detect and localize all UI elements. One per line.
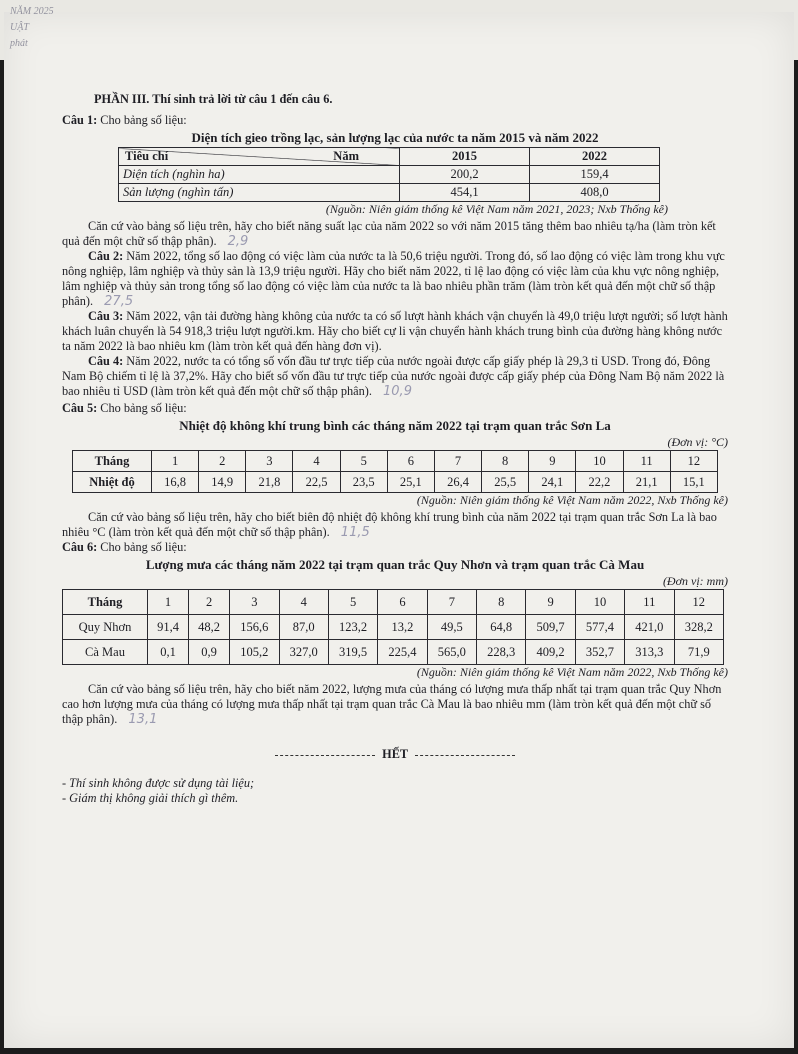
question-6-intro <box>62 540 728 555</box>
table-6-source: (Nguồn: Niên giám thống kê Việt Nam năm 2022, Nxb Thống kê) <box>416 665 728 679</box>
table-cell: 123,2 <box>328 615 377 640</box>
exam-content <box>62 92 728 806</box>
question-1-body: Căn cứ vào bảng số liệu trên, hãy cho biết năng suất lạc của năm 2022 so với năm 2015 tăng thêm bao nhiêu tạ/ha (làm tròn kết quả đến một chữ số thập phân). <box>62 219 716 248</box>
table-6-month-header: 10 <box>575 590 624 615</box>
question-6-text <box>62 682 728 727</box>
table-6-month-header: 9 <box>526 590 575 615</box>
table-cell: 14,9 <box>199 472 246 493</box>
table-cell: 49,5 <box>427 615 476 640</box>
question-5-intro <box>62 401 728 416</box>
table-cell: 0,1 <box>148 640 189 665</box>
table-cell: 24,1 <box>529 472 576 493</box>
end-label: HẾT <box>382 747 408 761</box>
question-5-text <box>62 510 728 540</box>
table-cell: 64,8 <box>477 615 526 640</box>
table-5-header-label: Tháng <box>73 451 152 472</box>
table-6-header-label: Tháng <box>63 590 148 615</box>
question-1-intro-text: Cho bảng số liệu: <box>100 113 187 127</box>
footer-notes <box>62 776 728 806</box>
table-6-month-header: 3 <box>230 590 279 615</box>
table-6-month-header: 7 <box>427 590 476 615</box>
table-cell: 26,4 <box>434 472 481 493</box>
question-5-intro-text: Cho bảng số liệu: <box>100 401 187 415</box>
question-4 <box>62 354 728 399</box>
table-cell: 0,9 <box>189 640 230 665</box>
table-cell: 91,4 <box>148 615 189 640</box>
margin-scrap-text: UẬT <box>10 22 29 33</box>
table-6 <box>62 589 724 665</box>
table-6-row-label: Quy Nhơn <box>63 615 148 640</box>
table-row <box>63 590 724 615</box>
table-cell: 200,2 <box>400 166 530 184</box>
table-6-month-header: 4 <box>279 590 328 615</box>
table-5-month-header: 7 <box>434 451 481 472</box>
footer-note-1: - Thí sinh không được sử dụng tài liệu; <box>62 776 255 790</box>
table-6-month-header: 6 <box>378 590 427 615</box>
table-cell: 13,2 <box>378 615 427 640</box>
table-cell: 225,4 <box>378 640 427 665</box>
part-title: PHẦN III. Thí sinh trả lời từ câu 1 đến câu 6. <box>94 92 333 106</box>
question-1-text <box>62 219 728 249</box>
handwritten-answer-5: 11,5 <box>340 525 370 540</box>
table-cell: 23,5 <box>340 472 387 493</box>
table-5-month-header: 5 <box>340 451 387 472</box>
table-6-title: Lượng mưa các tháng năm 2022 tại trạm quan trắc Quy Nhơn và trạm quan trắc Cà Mau <box>145 557 645 572</box>
question-5-body: Căn cứ vào bảng số liệu trên, hãy cho biết biên độ nhiệt độ không khí trung bình của năm 2022 tại trạm quan trắc Sơn La là bao nhiêu °C (làm tròn kết quả đến một chữ số thập phân). <box>62 510 717 539</box>
table-cell: 22,2 <box>576 472 623 493</box>
end-divider-left <box>275 755 375 756</box>
table-cell: 71,9 <box>674 640 724 665</box>
table-cell: 454,1 <box>400 184 530 202</box>
table-cell: 159,4 <box>530 166 660 184</box>
table-cell: 352,7 <box>575 640 624 665</box>
table-6-month-header: 11 <box>625 590 674 615</box>
question-6-intro-text: Cho bảng số liệu: <box>100 540 187 554</box>
table-6-month-header: 2 <box>189 590 230 615</box>
question-5-label: Câu 5: <box>62 401 98 415</box>
table-cell: 16,8 <box>152 472 199 493</box>
table-6-month-header: 12 <box>674 590 724 615</box>
handwritten-answer-2: 27,5 <box>104 294 134 309</box>
question-3-body: Năm 2022, vận tải đường hàng không của nước ta có số lượt hành khách vận chuyển là 49,0 triệu lượt người; số lượt hành khách luân chuyển là 54 918,3 triệu lượt người.km. Hãy cho biết cự li vận chuyển hành khách trung bình của đường hàng không nước ta năm 2022 là bao nhiêu km (làm tròn kết quả đến hàng đơn vị). <box>62 309 728 353</box>
table-5-row-label: Nhiệt độ <box>73 472 152 493</box>
table-5-month-header: 3 <box>246 451 293 472</box>
margin-scrap-year: NĂM 2025 <box>10 6 54 17</box>
table-cell: 25,1 <box>387 472 434 493</box>
table-5-month-header: 6 <box>387 451 434 472</box>
table-cell: 327,0 <box>279 640 328 665</box>
table-cell: 21,1 <box>623 472 670 493</box>
table-cell: 105,2 <box>230 640 279 665</box>
table-cell: 25,5 <box>482 472 529 493</box>
question-1-label: Câu 1: <box>62 113 98 127</box>
table-5-month-header: 9 <box>529 451 576 472</box>
end-divider-right <box>415 755 515 756</box>
table-1-corner-header <box>119 148 400 166</box>
table-1-year-1: 2015 <box>400 148 530 166</box>
table-1-header-year: Năm <box>333 149 359 163</box>
table-cell: 22,5 <box>293 472 340 493</box>
table-6-month-header: 1 <box>148 590 189 615</box>
handwritten-answer-4: 10,9 <box>383 384 412 399</box>
table-5-month-header: 10 <box>576 451 623 472</box>
table-5 <box>72 450 718 493</box>
table-cell: 408,0 <box>530 184 660 202</box>
table-1-title: Diện tích gieo trồng lạc, sản lượng lạc của nước ta năm 2015 và năm 2022 <box>191 130 599 145</box>
handwritten-answer-1: 2,9 <box>227 234 249 249</box>
table-cell: 319,5 <box>328 640 377 665</box>
table-5-title: Nhiệt độ không khí trung bình các tháng năm 2022 tại trạm quan trắc Sơn La <box>179 418 611 433</box>
question-4-body: Năm 2022, nước ta có tổng số vốn đầu tư trực tiếp của nước ngoài được cấp giấy phép là 29,3 tỉ USD. Trong đó, Đông Nam Bộ chiếm tỉ lệ là 37,2%. Hãy cho biết số vốn đầu tư trực tiếp của nước ngoài được cấp giấy phép của Đông Nam Bộ năm 2022 là bao nhiêu tỉ USD (làm tròn kết quả đến một chữ số thập phân). <box>62 354 725 398</box>
table-6-unit: (Đơn vị: mm) <box>662 574 728 588</box>
table-cell: 421,0 <box>625 615 674 640</box>
table-cell: 328,2 <box>674 615 724 640</box>
table-cell: 21,8 <box>246 472 293 493</box>
table-5-month-header: 1 <box>152 451 199 472</box>
margin-scrap-text-2: phát <box>10 38 28 49</box>
table-6-month-header: 5 <box>328 590 377 615</box>
table-1-header-criteria: Tiêu chí <box>125 149 169 163</box>
question-2 <box>62 249 728 309</box>
table-cell: 409,2 <box>526 640 575 665</box>
table-1-row-label: Diện tích (nghìn ha) <box>119 166 400 184</box>
table-1-year-2: 2022 <box>530 148 660 166</box>
table-5-month-header: 11 <box>623 451 670 472</box>
table-5-unit: (Đơn vị: °C) <box>667 435 728 449</box>
footer-note-2: - Giám thị không giải thích gì thêm. <box>62 791 239 805</box>
question-4-label: Câu 4: <box>88 354 124 368</box>
question-3-label: Câu 3: <box>88 309 124 323</box>
table-cell: 87,0 <box>279 615 328 640</box>
table-cell: 577,4 <box>575 615 624 640</box>
question-2-body: Năm 2022, tổng số lao động có việc làm của nước ta là 50,6 triệu người. Trong đó, số lao động có việc làm trong khu vực nông nghiệp, lâm nghiệp và thủy sản là 13,9 triệu người. Hãy cho biết năm 2022, tỉ lệ lao động có việc làm của khu vực nông nghiệp, lâm nghiệp và thủy sản trong tổng số lao động có việc làm của nước ta là bao nhiêu phần trăm (làm tròn kết quả đến một chữ số thập phân). <box>62 249 725 308</box>
table-5-month-header: 4 <box>293 451 340 472</box>
table-cell: 565,0 <box>427 640 476 665</box>
table-row <box>63 640 724 665</box>
question-2-label: Câu 2: <box>88 249 124 263</box>
table-1 <box>118 147 660 202</box>
table-5-month-header: 12 <box>670 451 717 472</box>
table-5-month-header: 2 <box>199 451 246 472</box>
question-6-body: Căn cứ vào bảng số liệu trên, hãy cho biết năm 2022, lượng mưa của tháng có lượng mưa thấp nhất tại trạm quan trắc Quy Nhơn cao hơn lượng mưa của tháng có lượng mưa thấp nhất tại trạm quan trắc Cà Mau là bao nhiêu mm (làm tròn kết quả đến một chữ số thập phân). <box>62 682 722 726</box>
table-cell: 228,3 <box>477 640 526 665</box>
table-6-row-label: Cà Mau <box>63 640 148 665</box>
table-row <box>73 472 718 493</box>
table-cell: 156,6 <box>230 615 279 640</box>
end-marker <box>62 747 728 762</box>
table-5-source: (Nguồn: Niên giám thống kê Việt Nam năm 2022, Nxb Thống kê) <box>416 493 728 507</box>
table-cell: 313,3 <box>625 640 674 665</box>
table-row <box>63 615 724 640</box>
handwritten-answer-6: 13,1 <box>128 712 158 727</box>
table-cell: 48,2 <box>189 615 230 640</box>
table-row <box>119 166 660 184</box>
table-1-source: (Nguồn: Niên giám thống kê Việt Nam năm 2021, 2023; Nxb Thống kê) <box>325 202 668 216</box>
table-5-month-header: 8 <box>482 451 529 472</box>
question-1-intro <box>62 113 728 128</box>
table-row <box>73 451 718 472</box>
table-1-row-label: Sản lượng (nghìn tấn) <box>119 184 400 202</box>
table-6-month-header: 8 <box>477 590 526 615</box>
question-3 <box>62 309 728 354</box>
table-cell: 15,1 <box>670 472 717 493</box>
table-row <box>119 184 660 202</box>
table-cell: 509,7 <box>526 615 575 640</box>
exam-sheet <box>4 6 794 1048</box>
question-6-label: Câu 6: <box>62 540 98 554</box>
